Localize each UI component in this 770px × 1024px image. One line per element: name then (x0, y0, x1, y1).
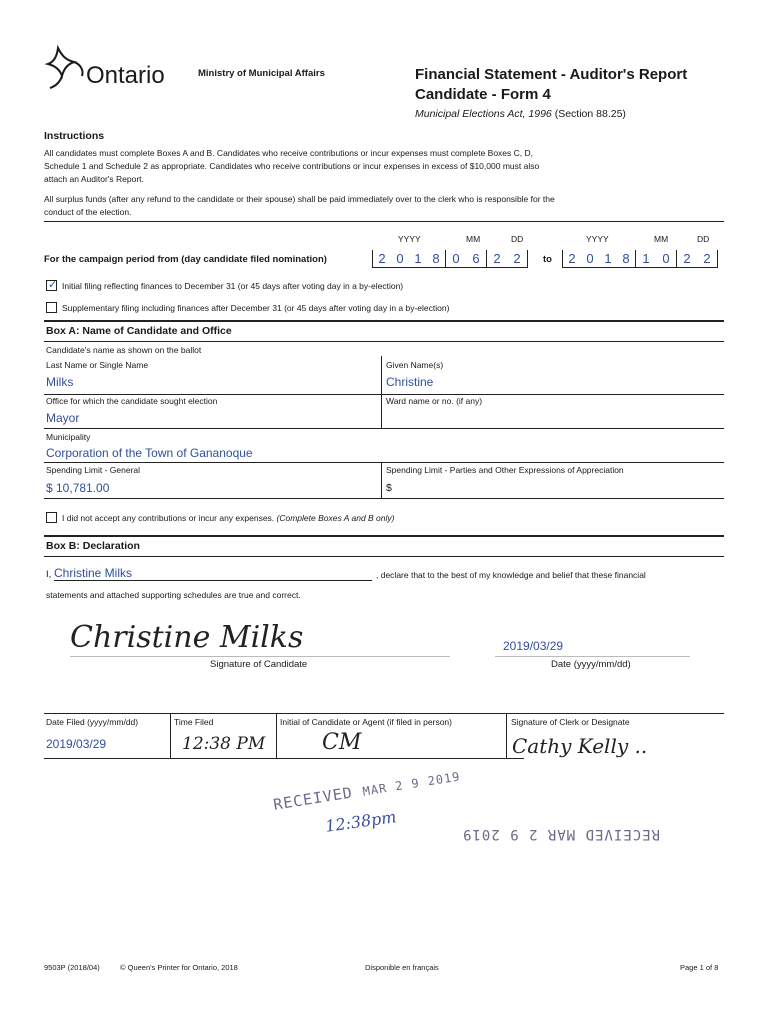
ontario-logo (44, 44, 194, 94)
declarant-name[interactable]: Christine Milks (54, 566, 133, 580)
spending-limit-parties-value[interactable]: $ (386, 482, 392, 494)
divider (44, 462, 724, 463)
divider (381, 356, 382, 394)
mm-header-to: MM (654, 234, 669, 244)
given-name-value[interactable]: Christine (386, 375, 434, 389)
divider (44, 320, 724, 322)
divider (44, 556, 724, 557)
to-digit: 0 (662, 251, 670, 266)
date-label: Date (yyyy/mm/dd) (551, 659, 631, 670)
date-filed-value[interactable]: 2019/03/29 (46, 737, 107, 751)
time-filed-value[interactable]: 12:38 PM (182, 734, 266, 754)
declaration-text-line2: statements and attached supporting schedules are true and correct. (46, 590, 301, 600)
from-digit: 6 (472, 251, 480, 266)
divider (276, 713, 277, 758)
to-digit: 1 (604, 251, 612, 266)
form-title-line1: Financial Statement - Auditor's Report (415, 66, 688, 83)
box-a-heading: Box A: Name of Candidate and Office (46, 325, 232, 337)
to-digit: 2 (697, 250, 718, 267)
from-digit: 0 (445, 250, 466, 267)
candidate-signature: Christine Milks (70, 620, 304, 655)
box-b-heading: Box B: Declaration (46, 540, 140, 552)
mm-header-from: MM (466, 234, 481, 244)
declarant-underline (54, 580, 372, 581)
spending-limit-parties-label: Spending Limit - Parties and Other Expressions of Appreciation (386, 465, 624, 475)
from-digit: 2 (372, 250, 391, 267)
dd-header-to: DD (697, 234, 710, 244)
yyyy-header-from: YYYY (398, 234, 421, 244)
divider (44, 498, 724, 499)
campaign-period-label: For the campaign period from (day candidate filed nomination) (44, 254, 327, 265)
form-code: 9503P (2018/04) (44, 963, 100, 972)
french-version-link[interactable]: Disponible en français (365, 963, 439, 972)
office-label: Office for which the candidate sought election (46, 396, 218, 406)
to-digit: 2 (676, 250, 697, 267)
declaration-date[interactable]: 2019/03/29 (503, 639, 564, 653)
divider (44, 428, 724, 429)
signature-label: Signature of Candidate (210, 659, 308, 670)
page-number: Page 1 of 8 (680, 963, 719, 972)
from-digit: 0 (396, 251, 404, 266)
instructions-p2-line2: conduct of the election. (44, 207, 132, 217)
given-name-label: Given Name(s) (386, 360, 444, 370)
divider (44, 341, 724, 342)
divider (44, 713, 724, 714)
from-digit: 8 (432, 251, 440, 266)
divider (44, 758, 524, 759)
logo-text: Ontario (86, 62, 165, 89)
received-handwritten-time: 12:38pm (324, 807, 398, 836)
period-from-field[interactable] (372, 250, 528, 268)
instructions-heading: Instructions (44, 130, 105, 142)
yyyy-header-to: YYYY (586, 234, 609, 244)
instructions-p2-line1: All surplus funds (after any refund to the candidate or their spouse) shall be paid immediately over to the clerk who is responsible for the (44, 194, 555, 204)
ward-label: Ward name or no. (if any) (386, 396, 483, 406)
supplementary-filing-checkbox[interactable] (46, 302, 57, 313)
initial-filing-checkbox[interactable] (46, 280, 57, 291)
act-reference: Municipal Elections Act, 1996 (Section 88.25) (415, 108, 626, 120)
instructions-p1-line1: All candidates must complete Boxes A and B. Candidates who receive contributions or incur expenses must complete Boxes C, D, (44, 148, 533, 158)
divider (506, 713, 507, 758)
initial-agent-label: Initial of Candidate or Agent (if filed in person) (280, 717, 452, 727)
no-contributions-label: I did not accept any contributions or incur any expenses. (Complete Boxes A and B only) (62, 513, 395, 523)
spending-limit-general-value[interactable]: $ 10,781.00 (46, 481, 110, 495)
no-contributions-checkbox[interactable] (46, 512, 57, 523)
supplementary-filing-label: Supplementary filing including finances after December 31 (or 45 days after voting day in a by-election) (62, 303, 450, 313)
trillium-icon (44, 44, 90, 92)
time-filed-label: Time Filed (174, 717, 214, 727)
period-to-label: to (543, 254, 552, 265)
period-to-field[interactable] (562, 250, 718, 268)
divider (170, 713, 171, 758)
last-name-label: Last Name or Single Name (46, 360, 149, 370)
divider (381, 462, 382, 498)
spending-limit-general-label: Spending Limit - General (46, 465, 141, 475)
from-digit: 2 (507, 250, 528, 267)
to-digit: 2 (562, 250, 581, 267)
from-digit: 1 (414, 251, 422, 266)
date-line (495, 656, 690, 657)
candidate-name-caption: Candidate's name as shown on the ballot (46, 345, 202, 355)
copyright: © Queen's Printer for Ontario, 2018 (120, 963, 238, 972)
check-mark-icon: ✓ (48, 279, 58, 291)
mirrored-received-stamp: RECEIVED MAR 2 9 2019 (462, 826, 661, 842)
to-digit: 0 (586, 251, 594, 266)
clerk-signature-label: Signature of Clerk or Designate (511, 717, 630, 727)
office-value[interactable]: Mayor (46, 411, 80, 425)
last-name-value[interactable]: Milks (46, 375, 74, 389)
to-digit: 8 (622, 251, 630, 266)
divider (44, 394, 724, 395)
from-digit: 2 (486, 250, 507, 267)
divider (44, 221, 724, 222)
clerk-signature: Cathy Kelly .. (512, 734, 648, 758)
municipality-value[interactable]: Corporation of the Town of Gananoque (46, 446, 253, 460)
instructions-p1-line3: attach an Auditor's Report. (44, 174, 144, 184)
instructions-p1-line2: Schedule 1 and Schedule 2 as appropriate. Candidates who receive contributions or incur expenses in excess of $10,000 must also (44, 161, 540, 171)
received-stamp: RECEIVED MAR 2 9 2019 (272, 769, 462, 814)
municipality-label: Municipality (46, 432, 91, 442)
ministry-name: Ministry of Municipal Affairs (198, 68, 325, 79)
initial-handwritten: CM (322, 730, 362, 755)
declaration-prefix: I, (46, 569, 52, 580)
initial-filing-label: Initial filing reflecting finances to December 31 (or 45 days after voting day in a by-election) (62, 281, 404, 291)
dd-header-from: DD (511, 234, 524, 244)
divider (381, 394, 382, 428)
signature-line (70, 656, 450, 657)
to-digit: 1 (635, 250, 656, 267)
declaration-text: , declare that to the best of my knowledge and belief that these financial (376, 570, 646, 580)
divider (44, 535, 724, 537)
date-filed-label: Date Filed (yyyy/mm/dd) (46, 717, 139, 727)
form-title-line2: Candidate - Form 4 (415, 86, 551, 103)
